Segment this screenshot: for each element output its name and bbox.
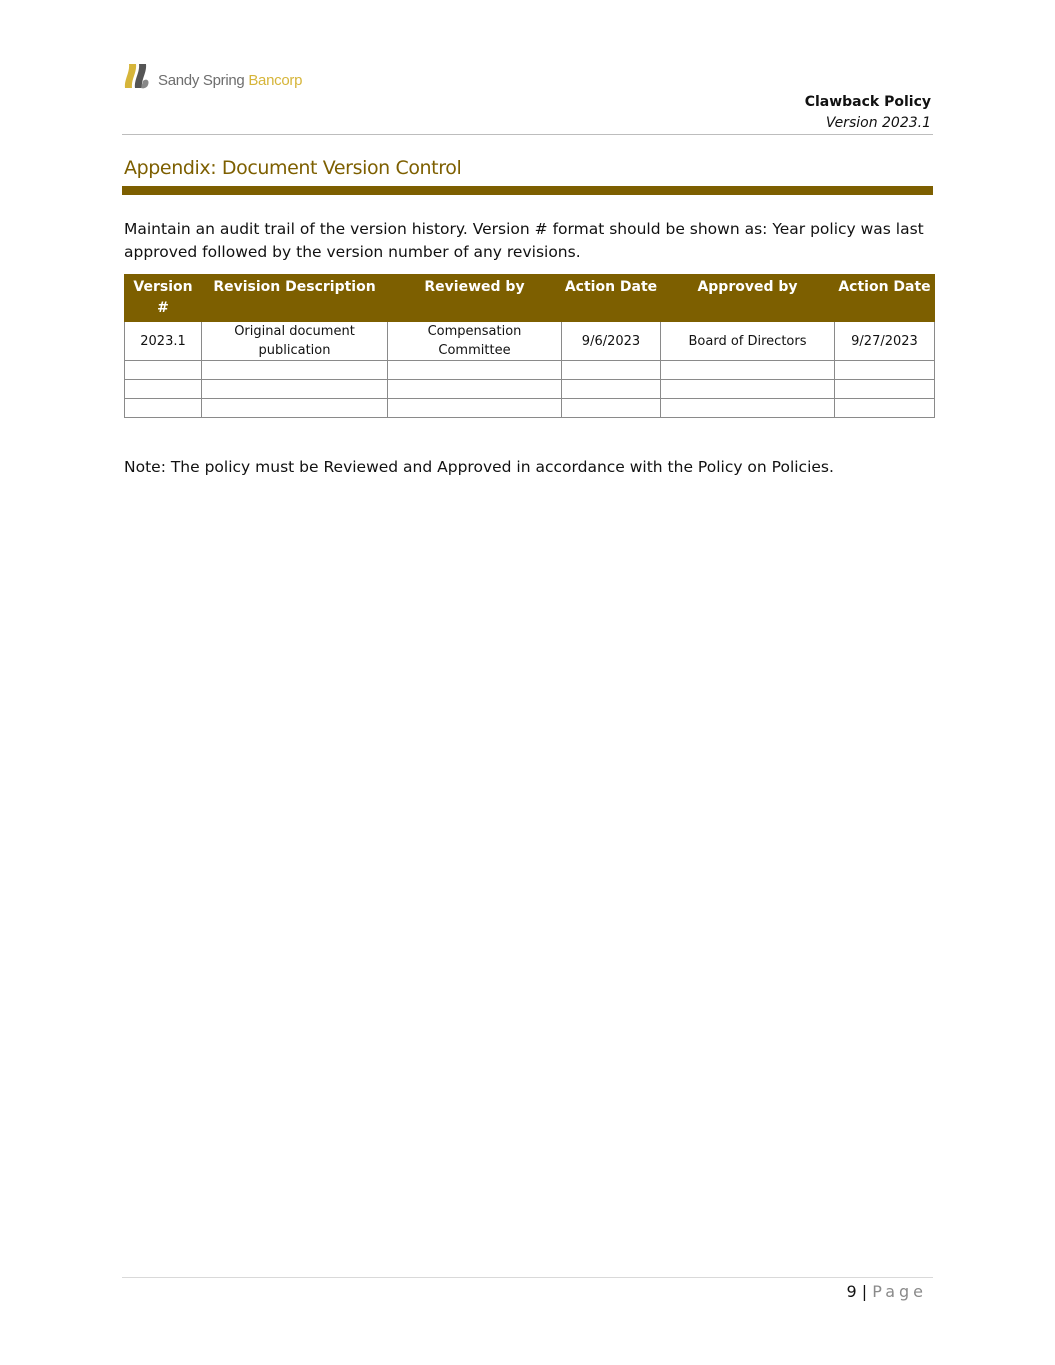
document-header (805, 92, 931, 134)
column-header-action-date: Action Date (562, 275, 661, 322)
table-cell (125, 361, 202, 380)
column-header-revision-description: Revision Description (202, 275, 388, 322)
policy-note: Note: The policy must be Reviewed and Approved in accordance with the Policy on Policies. (124, 458, 834, 476)
table-header-row (125, 275, 935, 322)
table-cell: Original document publication (202, 322, 388, 361)
page-separator: | (861, 1282, 868, 1301)
column-header-reviewed-by: Reviewed by (388, 275, 562, 322)
table-cell (562, 399, 661, 418)
footer-divider (122, 1277, 933, 1278)
logo-brand-gold: Bancorp (248, 71, 303, 89)
table-cell: Compensation Committee (388, 322, 562, 361)
table-cell (562, 361, 661, 380)
table-cell (202, 399, 388, 418)
intro-paragraph: Maintain an audit trail of the version history. Version # format should be shown as: Year policy was last approved followed by the version number of any revisions. (124, 220, 924, 261)
table-row (125, 380, 935, 399)
table-cell (202, 361, 388, 380)
table-cell (202, 380, 388, 399)
sandy-spring-logo-icon (122, 61, 152, 91)
document-title: Clawback Policy (804, 94, 931, 110)
page-footer (847, 1280, 928, 1304)
table-row (125, 399, 935, 418)
table-cell: 9/27/2023 (835, 322, 935, 361)
section-heading: Appendix: Document Version Control (124, 157, 462, 179)
column-header-action-date-2: Action Date (835, 275, 935, 322)
header-divider (122, 134, 933, 135)
table-row (125, 322, 935, 361)
table-row (125, 361, 935, 380)
table-cell (661, 399, 835, 418)
table-cell (835, 380, 935, 399)
page-number: 9 (846, 1282, 857, 1301)
page-label: Page (872, 1282, 927, 1301)
table-cell (388, 399, 562, 418)
column-header-approved-by: Approved by (661, 275, 835, 322)
table-cell (661, 361, 835, 380)
table-cell (125, 380, 202, 399)
table-cell (835, 361, 935, 380)
company-logo (122, 60, 302, 92)
table-cell (661, 380, 835, 399)
table-cell (562, 380, 661, 399)
table-cell (388, 380, 562, 399)
section-accent-bar (122, 186, 933, 195)
table-cell (388, 361, 562, 380)
table-cell (835, 399, 935, 418)
version-control-table (124, 274, 935, 418)
table-cell: 9/6/2023 (562, 322, 661, 361)
document-version: Version 2023.1 (825, 115, 931, 131)
logo-brand-gray: Sandy Spring (158, 71, 245, 89)
table-cell: 2023.1 (125, 322, 202, 361)
table-cell (125, 399, 202, 418)
column-header-version: Version # (125, 275, 202, 322)
logo-wordmark (158, 72, 302, 89)
table-cell: Board of Directors (661, 322, 835, 361)
